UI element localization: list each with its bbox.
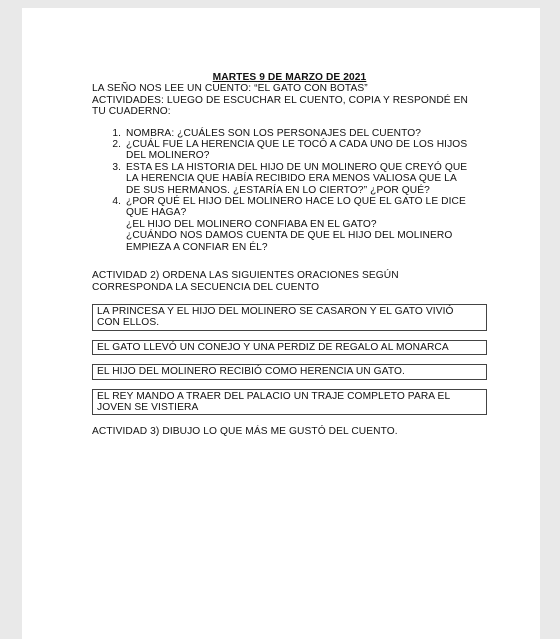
sentence-box	[92, 340, 487, 355]
sentence-text: EL HIJO DEL MOLINERO RECIBIÓ COMO HERENCIA UN GATO.	[97, 366, 405, 378]
activity-2-heading	[92, 270, 487, 293]
question-item	[124, 196, 487, 253]
sentence-box	[92, 364, 487, 379]
question-item	[124, 128, 487, 139]
activity-2-line: ACTIVIDAD 2) ORDENA LAS SIGUIENTES ORACIONES SEGÚN	[92, 270, 399, 282]
intro-block	[92, 83, 487, 117]
sentence-text: EL GATO LLEVÓ UN CONEJO Y UNA PERDIZ DE REGALO AL MONARCA	[97, 341, 449, 353]
sentence-text: CON ELLOS.	[97, 317, 160, 329]
sentence-box	[92, 389, 487, 416]
question-text: ¿EL HIJO DEL MOLINERO CONFIABA EN EL GATO?	[126, 218, 377, 230]
intro-line-notebook: TU CUADERNO:	[92, 106, 171, 118]
question-text: DE SUS HERMANOS. ¿ESTARÍA EN LO CIERTO?” ¿POR QUÉ?	[126, 184, 430, 196]
intro-line-story: LA SEÑO NOS LEE UN CUENTO: “EL GATO CON BOTAS”	[92, 83, 368, 95]
sentence-text: EL REY MANDO A TRAER DEL PALACIO UN TRAJE COMPLETO PARA EL	[97, 390, 451, 402]
question-text: EMPIEZA A CONFIAR EN ÉL?	[126, 241, 268, 253]
question-text: QUE HAGA?	[126, 207, 187, 219]
questions-list	[92, 128, 487, 253]
activity-2-line: CORRESPONDA LA SECUENCIA DEL CUENTO	[92, 281, 320, 293]
question-text: 1. NOMBRA: ¿CUÁLES SON LOS PERSONAJES DEL CUENTO?	[126, 127, 422, 139]
question-text: 2. ¿CUÁL FUE LA HERENCIA QUE LE TOCÓ A CADA UNO DE LOS HIJOS	[126, 139, 468, 151]
sentence-box	[92, 304, 487, 331]
intro-line-activities: ACTIVIDADES: LUEGO DE ESCUCHAR EL CUENTO, COPIA Y RESPONDÉ EN	[92, 94, 468, 106]
question-text: LA HERENCIA QUE HABÍA RECIBIDO ERA MENOS VALIOSA QUE LA	[126, 173, 457, 185]
sentence-text: JOVEN SE VISTIERA	[97, 401, 199, 413]
sentence-text: LA PRINCESA Y EL HIJO DEL MOLINERO SE CASARON Y EL GATO VIVIÓ	[97, 305, 454, 317]
question-text: 4. ¿POR QUÉ EL HIJO DEL MOLINERO HACE LO QUE EL GATO LE DICE	[126, 196, 466, 208]
question-text: ¿CUÁNDO NOS DAMOS CUENTA DE QUE EL HIJO DEL MOLINERO	[126, 230, 453, 242]
activity-3-text: ACTIVIDAD 3) DIBUJO LO QUE MÁS ME GUSTÓ DEL CUENTO.	[92, 426, 398, 438]
document-page	[22, 8, 540, 639]
question-item	[124, 162, 487, 196]
document-title: MARTES 9 DE MARZO DE 2021	[212, 72, 367, 83]
question-text: 3. ESTA ES LA HISTORIA DEL HIJO DE UN MOLINERO QUE CREYÓ QUE	[126, 161, 468, 173]
question-text: DEL MOLINERO?	[126, 150, 210, 162]
question-item	[124, 139, 487, 162]
document-content	[92, 72, 487, 438]
